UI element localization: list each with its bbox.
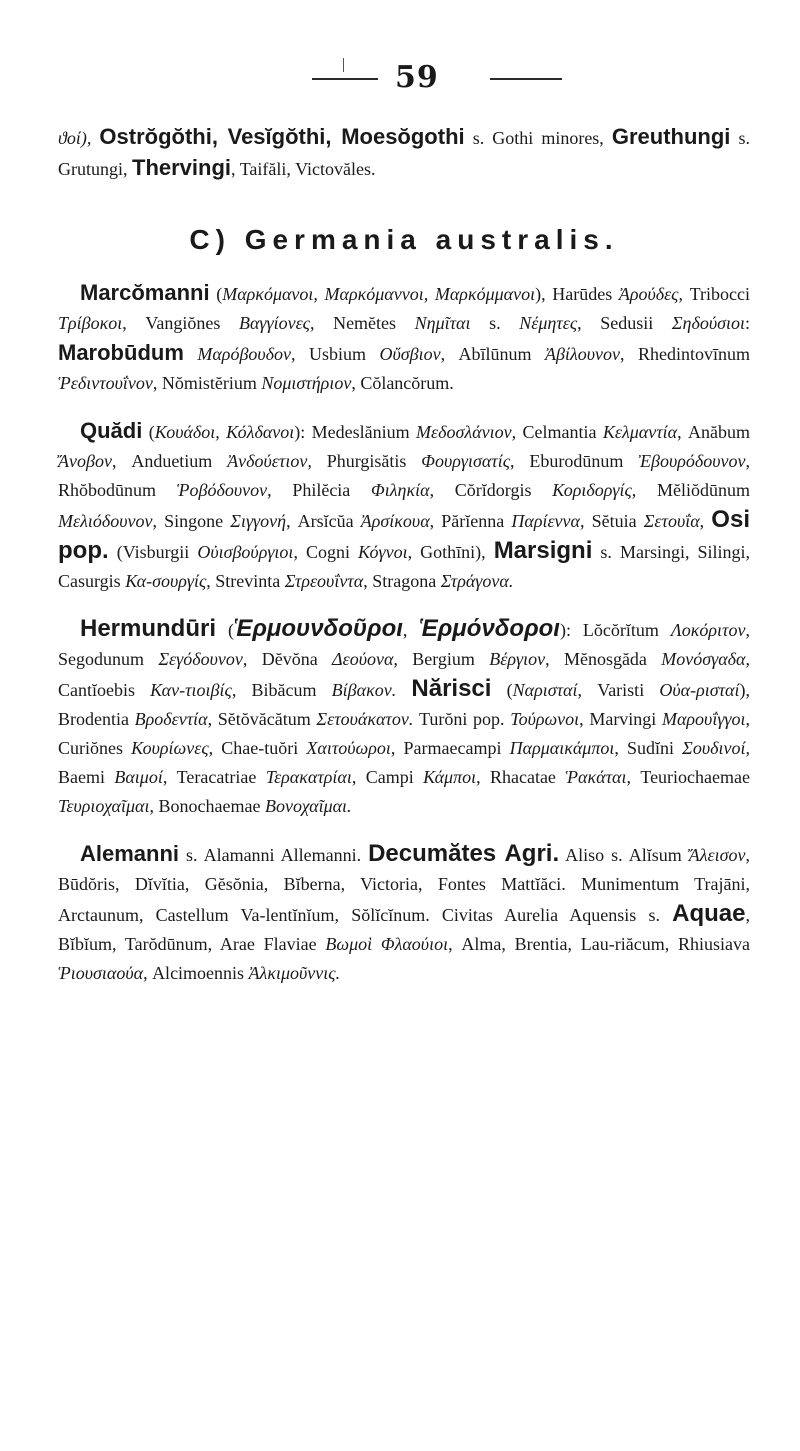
text-segment: , Chae-tuŏri [208, 738, 307, 758]
greek-name: Στρεουΐντα [284, 571, 364, 591]
greek-name: Βέργιον [489, 649, 546, 669]
greek-name: Κουρίωνες [131, 738, 209, 758]
text-segment: , Bĭbĭum, Tarŏdūnum, Arae Flaviae [58, 905, 750, 954]
text-segment: , Nŏmistĕrium [152, 373, 262, 393]
greek-name: Τευριοχαῖμαι [58, 796, 150, 816]
greek-name: Βαιμοί [114, 767, 163, 787]
paragraph-gothi [58, 122, 750, 184]
greek-name: Ἑρμόνδοροι [419, 615, 560, 642]
greek-name: Τρίβοκοι [58, 313, 123, 333]
text-segment: , Sedusii [577, 313, 672, 333]
text-segment: , Tribocci [678, 284, 750, 304]
term-decumates-agri: Decumătes Agri. [368, 840, 560, 867]
page-number: 59 [395, 60, 439, 95]
greek-name: Ῥοβόδουνον [176, 480, 268, 500]
term-greuthungi: Greuthungi [611, 124, 731, 149]
term-alemanni: Alemanni [80, 841, 180, 866]
greek-name: Βωμοὶ Φλαούιοι [325, 934, 449, 954]
greek-name: Μελιόδουνον [58, 511, 153, 531]
term-marcomanni: Marcŏmanni [80, 280, 210, 305]
greek-name: Σετουΐα [643, 511, 700, 531]
greek-name: Νομιστήριον [261, 373, 352, 393]
text-segment: s. [470, 313, 520, 333]
greek-name: Σουδινοί, [682, 738, 750, 758]
greek-name: Οὐισβούργιοι [197, 542, 294, 562]
text-segment [396, 680, 411, 700]
text-segment: , Eburodūnum [510, 451, 639, 471]
greek-name: Κα-σουργίς [125, 571, 207, 591]
text-segment: s. Gothi minores, [464, 128, 612, 148]
text-segment: , Sudĭni [614, 738, 683, 758]
term-gothi: Ostrŏgŏthi, Vesĭgŏthi, Moesŏgothi [99, 124, 465, 149]
paragraph-gap [58, 596, 750, 614]
greek-name: Κοριδοργίς [552, 480, 632, 500]
greek-name: Παρμαικάμποι [509, 738, 615, 758]
text-segment: , Alma, Brentia, Lau-riăcum, Rhiusiava [448, 934, 750, 954]
text-segment: s. Marsingi, Silingi, Casurgis [58, 542, 751, 591]
greek-name: Ναρισταί [512, 680, 578, 700]
greek-name: Μαρόβουδον, [197, 344, 296, 364]
greek-name: Ῥιουσιαούα [58, 963, 144, 983]
greek-name: Παρίεννα [511, 511, 580, 531]
text-segment: , Rhŏbodūnum [58, 451, 750, 500]
greek-name: Ἑρμουνδοῦροι [234, 615, 403, 642]
text-segment: , Abīlūnum [440, 344, 546, 364]
text-segment: , [402, 620, 420, 640]
text-segment: Bergium [397, 649, 490, 669]
text-segment: , Cogni [293, 542, 359, 562]
text-segment: , Dĕvŏna [242, 649, 333, 669]
greek-name: Κάμποι [423, 767, 477, 787]
text-segment: , Mĕliŏdūnum [631, 480, 750, 500]
text-segment: , Parmaecampi [390, 738, 510, 758]
text-segment: , Marvingi [579, 709, 662, 729]
header-tick [343, 58, 344, 72]
greek-name: Βίβακον. [331, 680, 397, 700]
text-segment: , Singone [152, 511, 231, 531]
greek-name: Βροδεντία [134, 709, 208, 729]
text-segment: , Anăbum [677, 422, 750, 442]
greek-name: Κελμαντία [602, 422, 678, 442]
term-osi: Osi [711, 506, 750, 533]
text-segment: , Campi [351, 767, 424, 787]
greek-name: Μονόσγαδα [661, 649, 746, 669]
term-pop: pop. [58, 537, 109, 564]
paragraph-gap [58, 821, 750, 839]
header-rule-left [312, 78, 378, 80]
text-segment: , Philĕcia [267, 480, 372, 500]
greek-name: Μεδοσλάνιον, [416, 422, 517, 442]
greek-name: Ῥεδιντουΐνον [58, 373, 153, 393]
term-aquae: Aquae [672, 900, 746, 927]
greek-name: Σιγγονή [230, 511, 287, 531]
greek-name: Μαρκόμανοι, Μαρκόμαννοι, Μαρκόμμανοι [222, 284, 536, 304]
greek-name: Κουάδοι, Κόλδανοι [154, 422, 295, 442]
text-segment: , Taifăli, Victovăles. [231, 159, 376, 179]
text-segment: , Teuriochaemae [626, 767, 750, 787]
text-segment: , Segodunum [58, 620, 750, 669]
text-segment: , Cantĭoebis [58, 649, 750, 700]
text-segment: , Rhacatae [476, 767, 566, 787]
text-segment: , Părĭenna [429, 511, 512, 531]
text-segment: , Bibăcum [231, 680, 332, 700]
greek-name: Μαρουΐγγοι [661, 709, 746, 729]
paragraph-gap [58, 398, 750, 416]
term-marobudum: Marobūdum [58, 340, 184, 365]
term-marsigni: Marsigni [493, 537, 593, 564]
greek-name: Σετουάκατον. [316, 709, 414, 729]
text-segment: , Cŏlancŏrum. [351, 373, 454, 393]
text-segment: Aliso s. Alĭsum [559, 845, 689, 865]
greek-name: Βαγγίονες [238, 313, 310, 333]
greek-name: Λοκόριτον [670, 620, 746, 640]
text-segment: , Sĕtuia [579, 511, 644, 531]
text-segment: : [744, 313, 750, 333]
text-segment: ( [491, 680, 513, 700]
greek-name: Τούρωνοι [510, 709, 580, 729]
greek-name: Χαιτούωροι [306, 738, 391, 758]
text-segment: ( [209, 284, 223, 304]
text-segment: , Nemĕtes [309, 313, 415, 333]
text-segment: , Anduetium [111, 451, 228, 471]
greek-name: Κόγνοι [358, 542, 408, 562]
text-segment: ( [142, 422, 155, 442]
greek-name: Σεγόδουνον [158, 649, 243, 669]
text-segment: , Vangiŏnes [122, 313, 239, 333]
text-segment: Celmantia [516, 422, 603, 442]
text-segment: ), Harūdes [535, 284, 619, 304]
text-segment: , Alcimoennis [143, 963, 249, 983]
text-segment: s. Grutungi, [58, 128, 750, 179]
greek-name: Ἄλεισον [688, 845, 746, 865]
text-segment: , [699, 511, 712, 531]
greek-name: Τερακατρίαι [265, 767, 352, 787]
greek-name: Καν-τιοιβίς [150, 680, 232, 700]
text-segment: , Rhedintovīnum [620, 344, 750, 364]
greek-name: Οὔσβιον [379, 344, 441, 364]
header-rule-right [490, 78, 562, 80]
paragraph-alemanni [58, 839, 750, 988]
paragraph-hermunduri [58, 614, 750, 821]
text-segment: , Teracatriae [162, 767, 266, 787]
greek-name: Σηδούσιοι [671, 313, 745, 333]
term-quadi: Quădi [80, 418, 143, 443]
greek-name: Ῥακάται [565, 767, 627, 787]
greek-name: Ἐβουρόδουνον [638, 451, 746, 471]
page-header [0, 58, 800, 98]
text-segment: , Gothīni), [407, 542, 494, 562]
text-segment: , Cŏrĭdorgis [429, 480, 553, 500]
greek-name: Φιληκία [371, 480, 430, 500]
greek-name: Βονοχαῖμαι. [264, 796, 352, 816]
text-segment [184, 344, 197, 364]
text-segment: , Curiŏnes [58, 709, 750, 758]
text-segment: Baemi [58, 767, 115, 787]
greek-name: Ἀβίλουνον [545, 344, 621, 364]
greek-name: Νέμητες [519, 313, 578, 333]
greek-name: Ἀρσίκουα [360, 511, 430, 531]
greek-name: Φουργισατίς [421, 451, 511, 471]
greek-name: Ἄνοβον [58, 451, 112, 471]
text-segment: Usbium [295, 344, 380, 364]
text-segment: s. Alamanni Allemanni. [179, 845, 369, 865]
section-heading: C) Germania australis. [189, 224, 619, 255]
greek-name: Οὐα-ρισταί [659, 680, 740, 700]
term-thervingi: Thervingi [132, 155, 232, 180]
term-narisci: Nărisci [411, 675, 492, 702]
text-segment: , Stragona [363, 571, 441, 591]
text-segment: ), Brodentia [58, 680, 750, 729]
text-segment: , Būdŏris, Dĭvĭtia, Gĕsŏnia, Bĭberna, Victoria, Fontes Mattĭăci. Munimentum Trajāni, Arctaunum, Castellum Va-lentĭnĭum, Sŏlĭcĭnum. Civitas Aurelia Aquensis s. [58, 845, 750, 925]
greek-name: Δεούονα, [332, 649, 398, 669]
text-segment: , Mĕnosgăda [545, 649, 662, 669]
text-segment: ): Medeslănium [294, 422, 417, 442]
text-segment: , Strevinta [206, 571, 285, 591]
text-segment: Turŏni pop. [413, 709, 511, 729]
text-segment: ( [216, 620, 234, 640]
text-segment: (Visburgii [108, 542, 198, 562]
text-segment: , Arsĭcŭa [286, 511, 361, 531]
greek-name: Ἀρούδες [618, 284, 679, 304]
paragraph-quadi [58, 416, 750, 596]
greek-name: Νημῖται [414, 313, 471, 333]
text-segment: , Varisti [577, 680, 660, 700]
text-segment: ): Lŏcŏrĭtum [559, 620, 671, 640]
text-segment: , Bonochaemae [149, 796, 265, 816]
main-text [58, 122, 750, 988]
text-segment: , Sĕtŏvăcătum [207, 709, 317, 729]
text-segment: Phurgisătis [311, 451, 422, 471]
greek-name: Ἀλκιμοῦννις. [248, 963, 341, 983]
greek-name: Ἀνδούετιον, [227, 451, 312, 471]
paragraph-marcomanni [58, 278, 750, 398]
term-hermunduri: Hermundūri [80, 615, 217, 642]
greek-name: Στράγονα. [440, 571, 514, 591]
text-segment: ϑοί), [58, 128, 100, 148]
